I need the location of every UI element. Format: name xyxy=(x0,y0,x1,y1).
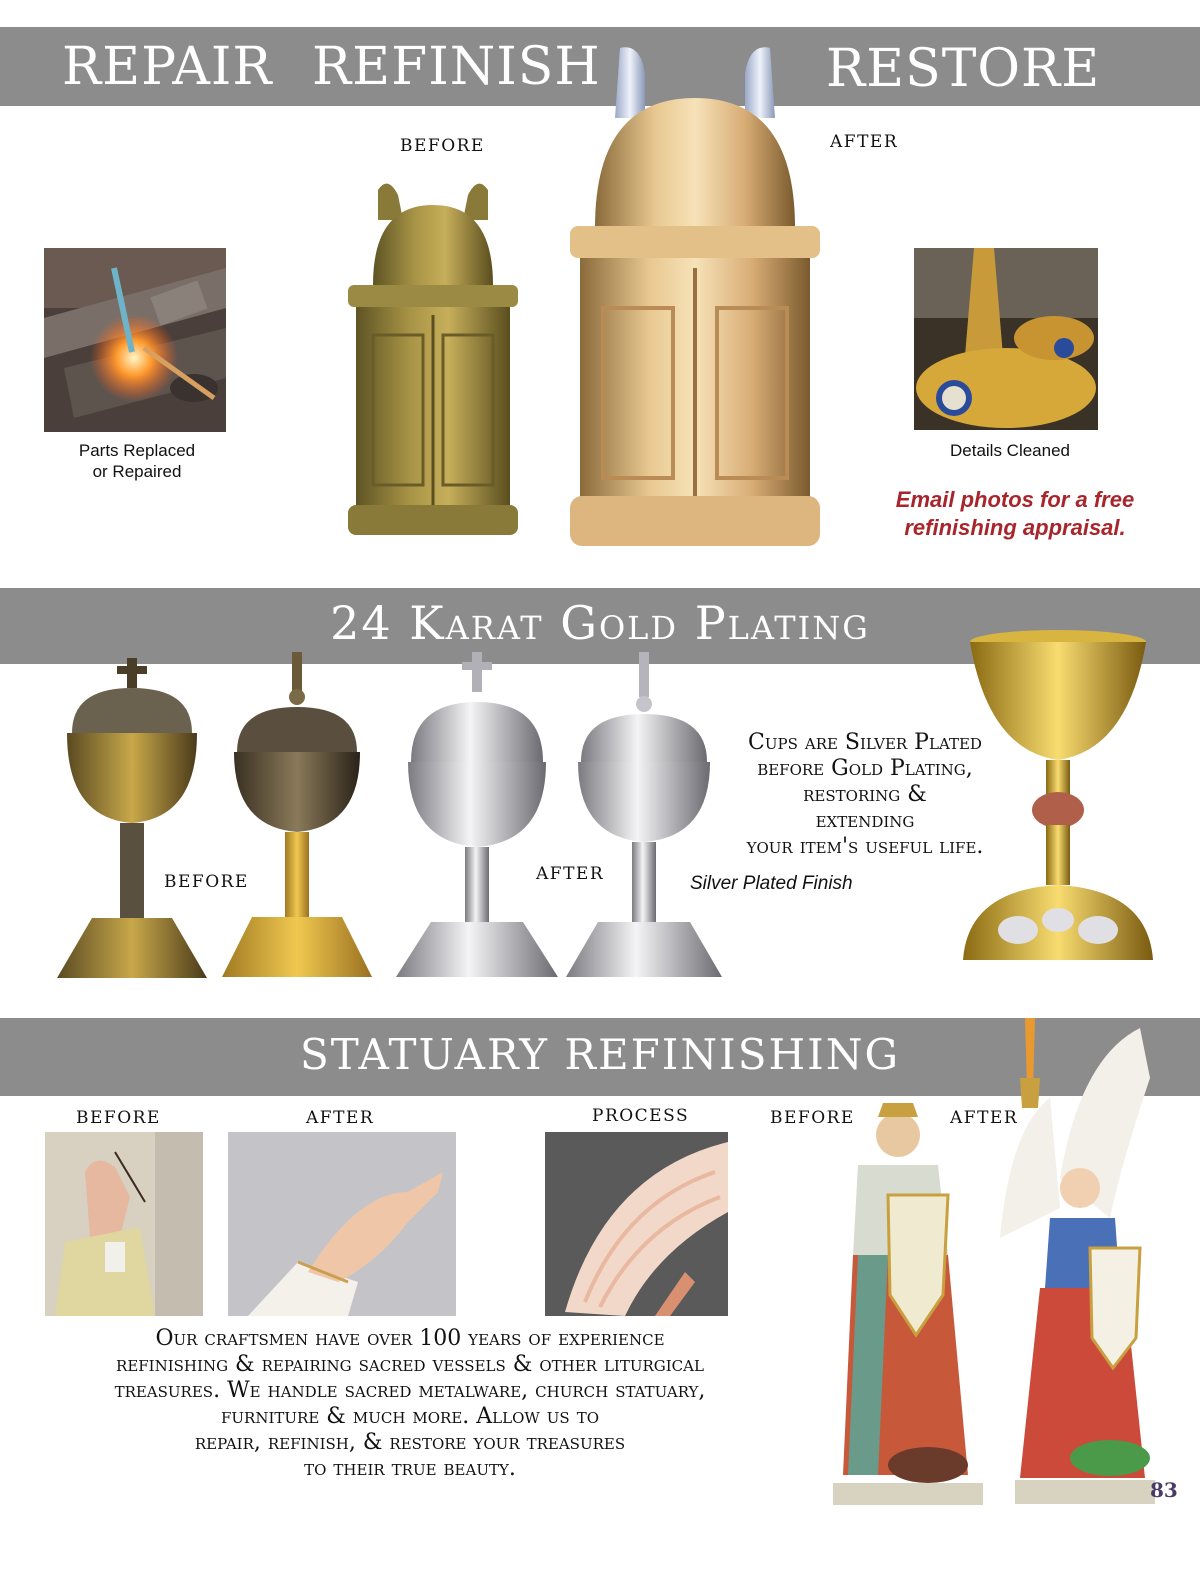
header-word-repair: REPAIR xyxy=(62,37,273,97)
statue-before-label: BEFORE xyxy=(770,1108,855,1128)
silver-plated-note: Silver Plated Finish xyxy=(690,873,853,894)
statuary-body-text xyxy=(30,1326,790,1482)
hand-after-photo xyxy=(228,1132,456,1316)
ciborium-after-1 xyxy=(396,652,558,988)
appraisal-line1: Email photos for a free xyxy=(895,487,1135,512)
gold-description-line: extending xyxy=(815,808,915,833)
statuary-body-line: Our craftsmen have over 100 years of experience xyxy=(155,1326,665,1351)
details-photo xyxy=(914,248,1098,430)
wing-process-photo xyxy=(545,1132,728,1316)
details-caption: Details Cleaned xyxy=(949,441,1070,460)
tabernacle-before-label: BEFORE xyxy=(400,136,485,156)
gold-description-line: Cups are Silver Plated xyxy=(748,730,982,755)
header-word-restore: RESTORE xyxy=(826,39,1101,99)
appraisal-note xyxy=(870,486,1160,542)
statue-after-label: AFTER xyxy=(950,1108,1019,1128)
hand-before-photo xyxy=(45,1132,203,1316)
gold-description-line: before Gold Plating, xyxy=(757,756,973,781)
tabernacle-before-photo xyxy=(338,165,528,545)
ciborium-before-1 xyxy=(52,658,212,988)
hand-after-label: AFTER xyxy=(306,1108,375,1128)
statue-before-photo xyxy=(828,1095,992,1505)
page-number: 83 xyxy=(1150,1478,1178,1502)
appraisal-line2: refinishing appraisal. xyxy=(904,515,1126,540)
gold-plating-title: 24 Karat Gold Plating xyxy=(330,596,870,650)
statuary-body-line: treasures. We handle sacred metalware, church statuary, xyxy=(114,1378,706,1403)
statuary-body-line: to their true beauty. xyxy=(304,1456,516,1481)
gold-after-label: AFTER xyxy=(536,864,605,884)
gold-chalice-photo xyxy=(958,630,1158,980)
gold-description-line: your item's useful life. xyxy=(746,834,984,859)
parts-caption-line2: or Repaired xyxy=(92,462,182,481)
process-label: PROCESS xyxy=(592,1106,690,1126)
header-word-refinish: REFINISH xyxy=(312,37,601,97)
hand-before-label: BEFORE xyxy=(76,1108,161,1128)
statuary-body-line: refinishing & repairing sacred vessels & other liturgical xyxy=(116,1352,704,1377)
ciborium-before-2 xyxy=(222,652,372,988)
statue-after-photo xyxy=(1000,1018,1160,1506)
gold-before-label: BEFORE xyxy=(164,872,249,892)
statuary-title: STATUARY REFINISHING xyxy=(299,1030,901,1079)
parts-caption xyxy=(44,440,230,482)
statuary-body-line: furniture & much more. Allow us to xyxy=(220,1404,600,1429)
statuary-body-line: repair, refinish, & restore your treasures xyxy=(194,1430,626,1455)
parts-caption-line1: Parts Replaced xyxy=(78,441,196,460)
welding-photo xyxy=(44,248,226,432)
tabernacle-after-photo xyxy=(565,38,825,558)
gold-description-line: restoring & xyxy=(803,782,927,807)
ciborium-after-2 xyxy=(566,652,722,988)
tabernacle-after-label: AFTER xyxy=(830,132,899,152)
